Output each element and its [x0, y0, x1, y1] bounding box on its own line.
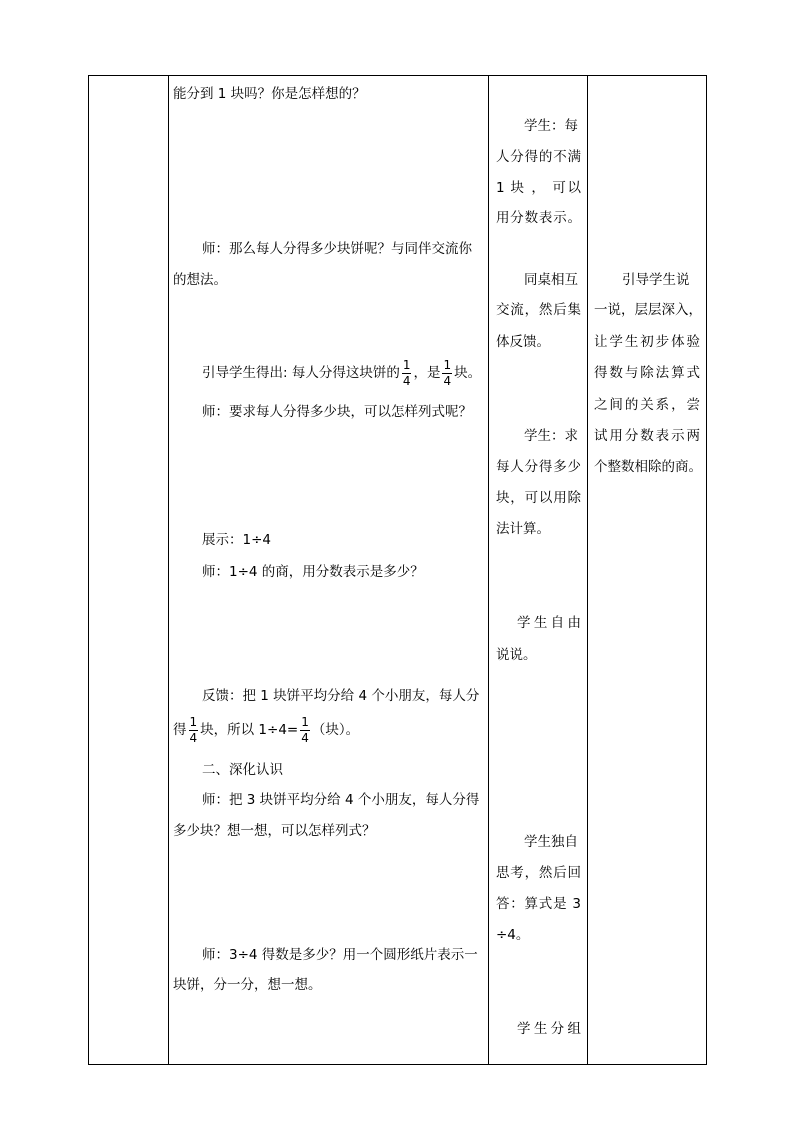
- section-heading: 二、深化认识: [202, 762, 283, 778]
- paragraph: 反馈：把 1 块饼平均分给 4 个小朋友，每人分: [202, 688, 480, 704]
- paragraph: 师：把 3 块饼平均分给 4 个小朋友，每人分得: [202, 792, 480, 808]
- intent-line: 得数与除法算式: [594, 365, 700, 381]
- student-line: 学生独自: [524, 834, 578, 850]
- text: 得: [173, 722, 187, 738]
- student-line: 答：算式是 3: [496, 896, 581, 912]
- student-line: 1 块 ， 可以: [496, 180, 581, 196]
- text: 块，所以 1÷4=: [200, 722, 299, 738]
- paragraph: 师：3÷4 得数是多少？用一个圆形纸片表示一: [202, 947, 478, 963]
- intent-line: 引导学生说: [622, 272, 690, 288]
- intent-line: 让学生初步体验: [594, 334, 700, 350]
- student-line: 体反馈。: [496, 334, 550, 350]
- student-line: 思考，然后回: [496, 865, 581, 881]
- paragraph: 多少块？想一想，可以怎样列式？: [173, 823, 376, 839]
- student-line: 学生：每: [524, 118, 578, 134]
- intent-line: 之间的关系，尝: [594, 397, 700, 413]
- student-line: 块，可以用除: [496, 490, 581, 506]
- student-line: 用分数表示。: [496, 210, 581, 226]
- student-line: 同桌相互: [524, 272, 578, 288]
- fraction: $\frac{1}{4}$: [402, 357, 411, 388]
- paragraph-with-fraction: [173, 712, 359, 748]
- column-divider: [168, 76, 169, 1064]
- student-line: 说说。: [496, 647, 537, 663]
- student-line: ÷4。: [496, 927, 530, 943]
- intent-line: 个整数相除的商。: [594, 459, 702, 475]
- paragraph: 师：那么每人分得多少块饼呢？与同伴交流你: [202, 241, 472, 257]
- student-line: 交流，然后集: [496, 302, 581, 318]
- fraction: $\frac{1}{4}$: [301, 714, 309, 745]
- text: 引导学生得出: 每人分得这块饼的: [202, 365, 400, 381]
- student-line: 法计算。: [496, 521, 550, 537]
- paragraph: 师：要求每人分得多少块，可以怎样列式呢？: [202, 404, 472, 420]
- column-divider: [587, 76, 588, 1064]
- text: 块。: [454, 365, 482, 381]
- intent-line: 试用分数表示两: [594, 428, 700, 444]
- student-line: 每人分得多少: [496, 459, 581, 475]
- text: （块）。: [311, 722, 360, 738]
- intent-line: 一说，层层深入，: [594, 302, 702, 318]
- paragraph: 的想法。: [173, 272, 227, 288]
- paragraph: 能分到 1 块吗？你是怎样想的？: [173, 86, 366, 102]
- fraction: $\frac{1}{4}$: [443, 357, 452, 388]
- student-line: 学生：求: [524, 428, 578, 444]
- paragraph: 师：1÷4 的商，用分数表示是多少？: [202, 564, 424, 580]
- text: ，是: [413, 365, 441, 381]
- column-divider: [488, 76, 489, 1064]
- paragraph-with-fraction: [202, 355, 481, 391]
- fraction: $\frac{1}{4}$: [189, 714, 198, 745]
- paragraph: 块饼，分一分，想一想。: [173, 977, 322, 993]
- student-line: 人分得的不满: [496, 149, 581, 165]
- paragraph: 展示：1÷4: [202, 532, 271, 548]
- student-line: 学生分组: [517, 1021, 581, 1037]
- student-line: 学生自由: [517, 615, 581, 631]
